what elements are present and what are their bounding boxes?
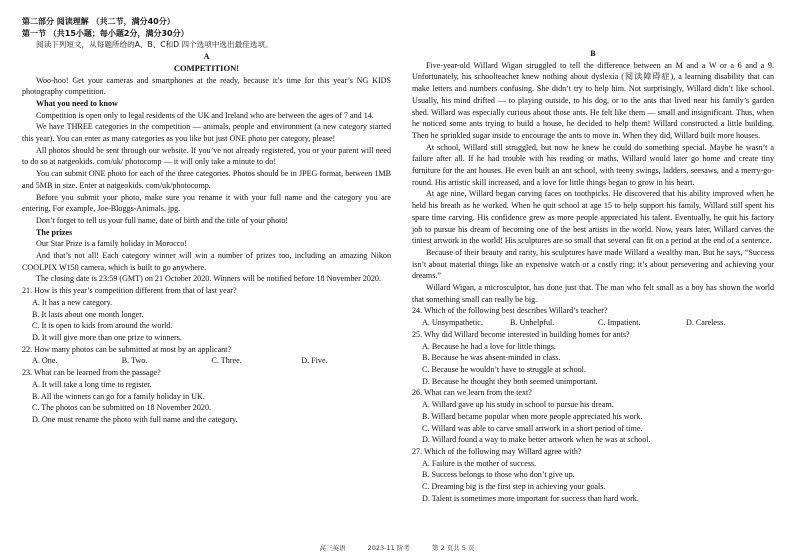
question-24-option-c: C. Impatient. — [598, 318, 641, 328]
question-23-option-a: A. It will take a long time to register. — [32, 379, 152, 389]
question-26-option-d: D. Willard found a way to make better artwork when he was at school. — [422, 435, 651, 445]
passage-b-para: Willard Wigan, a microsculptor, has done just that. The man who felt small as a boy has shown the world that something small can really be big. — [412, 283, 774, 304]
question-27-option-c: C. Dreaming big is the first step in achieving your goals. — [422, 482, 606, 492]
question-21-option-d: D. It will give more than one prize to winners. — [32, 332, 182, 342]
question-23-stem: 23. What can be learned from the passage? — [22, 368, 161, 378]
footer-subject: 高三英语 — [319, 544, 346, 552]
passage-a-subheading: The prizes — [36, 227, 73, 237]
section-heading: 第一节 （共15小题；每小题2分，满分30分） — [22, 28, 189, 38]
question-27-option-a: A. Failure is the mother of success. — [422, 458, 537, 468]
passage-b-letter: B — [590, 49, 596, 58]
question-21-stem: 21. How is this year’s competition different from that of last year? — [22, 286, 237, 296]
left-column — [22, 16, 391, 426]
question-22-option-b: B. Two. — [121, 356, 148, 366]
question-21-option-b: B. It lasts about one month longer. — [32, 309, 144, 319]
question-27-option-b: B. Success belongs to those who don’t give up. — [422, 470, 575, 480]
question-22-option-d: D. Five. — [301, 356, 328, 366]
question-24-option-a: A. Unsympathetic. — [422, 318, 483, 328]
question-26-stem: 26. What can we learn from the text? — [412, 388, 532, 398]
question-26-option-c: C. Willard was able to carve small artwork in a short period of time. — [422, 423, 643, 433]
footer-exam: 2023-11 阶考 — [367, 544, 410, 552]
question-23-option-d: D. One must rename the photo with full name and the category. — [32, 414, 238, 424]
passage-a-para: Our Star Prize is a family holiday in Morocco! — [36, 239, 188, 249]
passage-b-para: Because of their beauty and rarity, his sculptures have made Willard a wealthy man. But he says, “Success isn’t about material things like an expensive watch or a costly ring; it’s about persevering and achieving your dreams.” — [412, 247, 774, 281]
part-heading: 第二部分 阅读理解 （共二节，满分40分） — [22, 17, 175, 26]
passage-a-para: You can submit ONE photo for each of the three categories. Photos should be in JPEG format, between 1MB and 5MB in size. Enter at natgeokids. com/uk/photocomp. — [22, 169, 391, 190]
question-21-option-c: C. It is open to kids from around the world. — [32, 321, 173, 331]
question-27-option-d: D. Talent is sometimes more important for success than hard work. — [422, 493, 639, 503]
question-22-option-a: A. One. — [32, 356, 58, 366]
question-21-option-a: A. It has a new category. — [32, 297, 113, 307]
page-footer — [0, 543, 794, 552]
question-26-option-b: B. Willard became popular when more people appreciated his work. — [422, 411, 643, 421]
question-27-stem: 27. Which of the following may Willard agree with? — [412, 446, 582, 456]
passage-a-subheading: What you need to know — [36, 98, 118, 108]
question-25-option-b: B. Because he was absent-minded in class. — [422, 353, 561, 363]
right-column — [412, 16, 774, 504]
question-24-option-b: B. Unhelpful. — [510, 318, 555, 328]
question-23-option-c: C. The photos can be submitted on 18 November 2020. — [32, 403, 212, 413]
passage-b-para: At school, Willard still struggled, but now he knew he could do something special. Maybe he wasn’t a failure after all. If he had trouble with his reading or maths, Willard would later go home and create tiny furniture for the ant houses. He even built an ant school, with teeny swings, ladders, seesaws, and a merry-go-round. His artistic skill increased, and a love for little things began to grow in his heart. — [412, 142, 774, 187]
passage-a-para: All photos should be sent through our website. If you’ve not already registered, you or your parent will need to do so at natgeokids. com/uk/ photocomp — it will only take a minute to do! — [22, 145, 391, 167]
question-24-options — [412, 317, 774, 329]
question-25-option-c: C. Because he wouldn’t have to struggle at school. — [422, 364, 586, 374]
passage-b-para: At age nine, Willard began carving faces on toothpicks. He discovered that his ability improved when he held his breath as he worked. When he quit school at age 15 to help support his family, Willard still spent his spare time carving. His confidence grew as more people appreciated his talent. Eventually, he quit his factory job to pursue his dream of becoming one of the best artists in the world. Now, years later, Willard carves the tiniest artwork in the world! His sculptures are so small that several can fit on a period at the end of a sentence. — [412, 189, 774, 246]
instruction: 阅读下列短文，从每题所给的A、B、C和D 四个选项中选出最佳选项。 — [36, 40, 273, 50]
question-26-option-a: A. Willard gave up his study in school to pursue his dream. — [422, 400, 614, 410]
question-25-option-d: D. Because he thought they both seemed unimportant. — [422, 376, 598, 386]
passage-a-para: And that’s not all! Each category winner will win a number of prizes too, including an amazing Nikon COOLPIX W150 camera, which is built to go anywhere. — [22, 251, 391, 272]
passage-b-para: Five-year-old Willard Wigan struggled to tell the difference between an M and a W or a 6 and a 9. Unfortunately, his schoolteacher knew nothing about dyslexia (阅读障碍症), a learning disability that can make letters and numbers confusing. She didn’t try to help him. Not surprisingly, Willard didn’t like school. Usually, his mind drifted — to playing outside, to his dog, or to the ants that lived near his family’s garden shed. Willard was especially curious about those ants. He felt like them — small and insignificant. Thus, when he noticed some ants trying to build a house, he decided to help them! Willard constructed a little building. Then he sprinkled sugar inside to encourage the ants to move in. When they did, Willard built more houses. — [412, 60, 774, 140]
passage-a-para: Woo-hoo! Get your cameras and smartphones at the ready, because it’s time for this year’s NG KIDS photography competition. — [22, 75, 391, 97]
question-22-stem: 22. How many photos can be submitted at most by an applicant? — [22, 344, 232, 354]
passage-a-letter: A — [203, 52, 210, 62]
question-23-option-b: B. All the winners can go for a family holiday in UK. — [32, 391, 205, 401]
passage-a-title: COMPETITION! — [173, 62, 240, 73]
question-24-option-d: D. Careless. — [686, 318, 726, 328]
question-24-stem: 24. Which of the following best describes Willard’s teacher? — [412, 306, 608, 316]
question-25-option-a: A. Because he had a love for little things. — [422, 341, 556, 351]
question-25-stem: 25. Why did Willard become interested in building homes for ants? — [412, 329, 630, 339]
question-22-options — [22, 355, 391, 367]
passage-a-para: Don’t forget to tell us your full name, date of birth and the title of your photo! — [36, 215, 289, 225]
passage-a-para: We have THREE categories in the competition — animals, people and environment (a new category started this year). You can enter as many categories as you like but just ONE photo per category, please! — [22, 122, 391, 144]
passage-a-para: Before you submit your photo, make sure you rename it with your full name and the category you are entering. For example, Joe-Bloggs-Animals. jpg. — [22, 192, 391, 214]
footer-page-number: 第 2 页共 5 页 — [431, 544, 475, 552]
passage-a-para: Competition is open only to legal residents of the UK and Ireland who are between the ages of 7 and 14. — [36, 110, 374, 120]
passage-a-para: The closing date is 23:59 (GMT) on 21 October 2020. Winners will be notified before 18 November 2020. — [36, 274, 382, 284]
question-22-option-c: C. Three. — [211, 356, 242, 366]
